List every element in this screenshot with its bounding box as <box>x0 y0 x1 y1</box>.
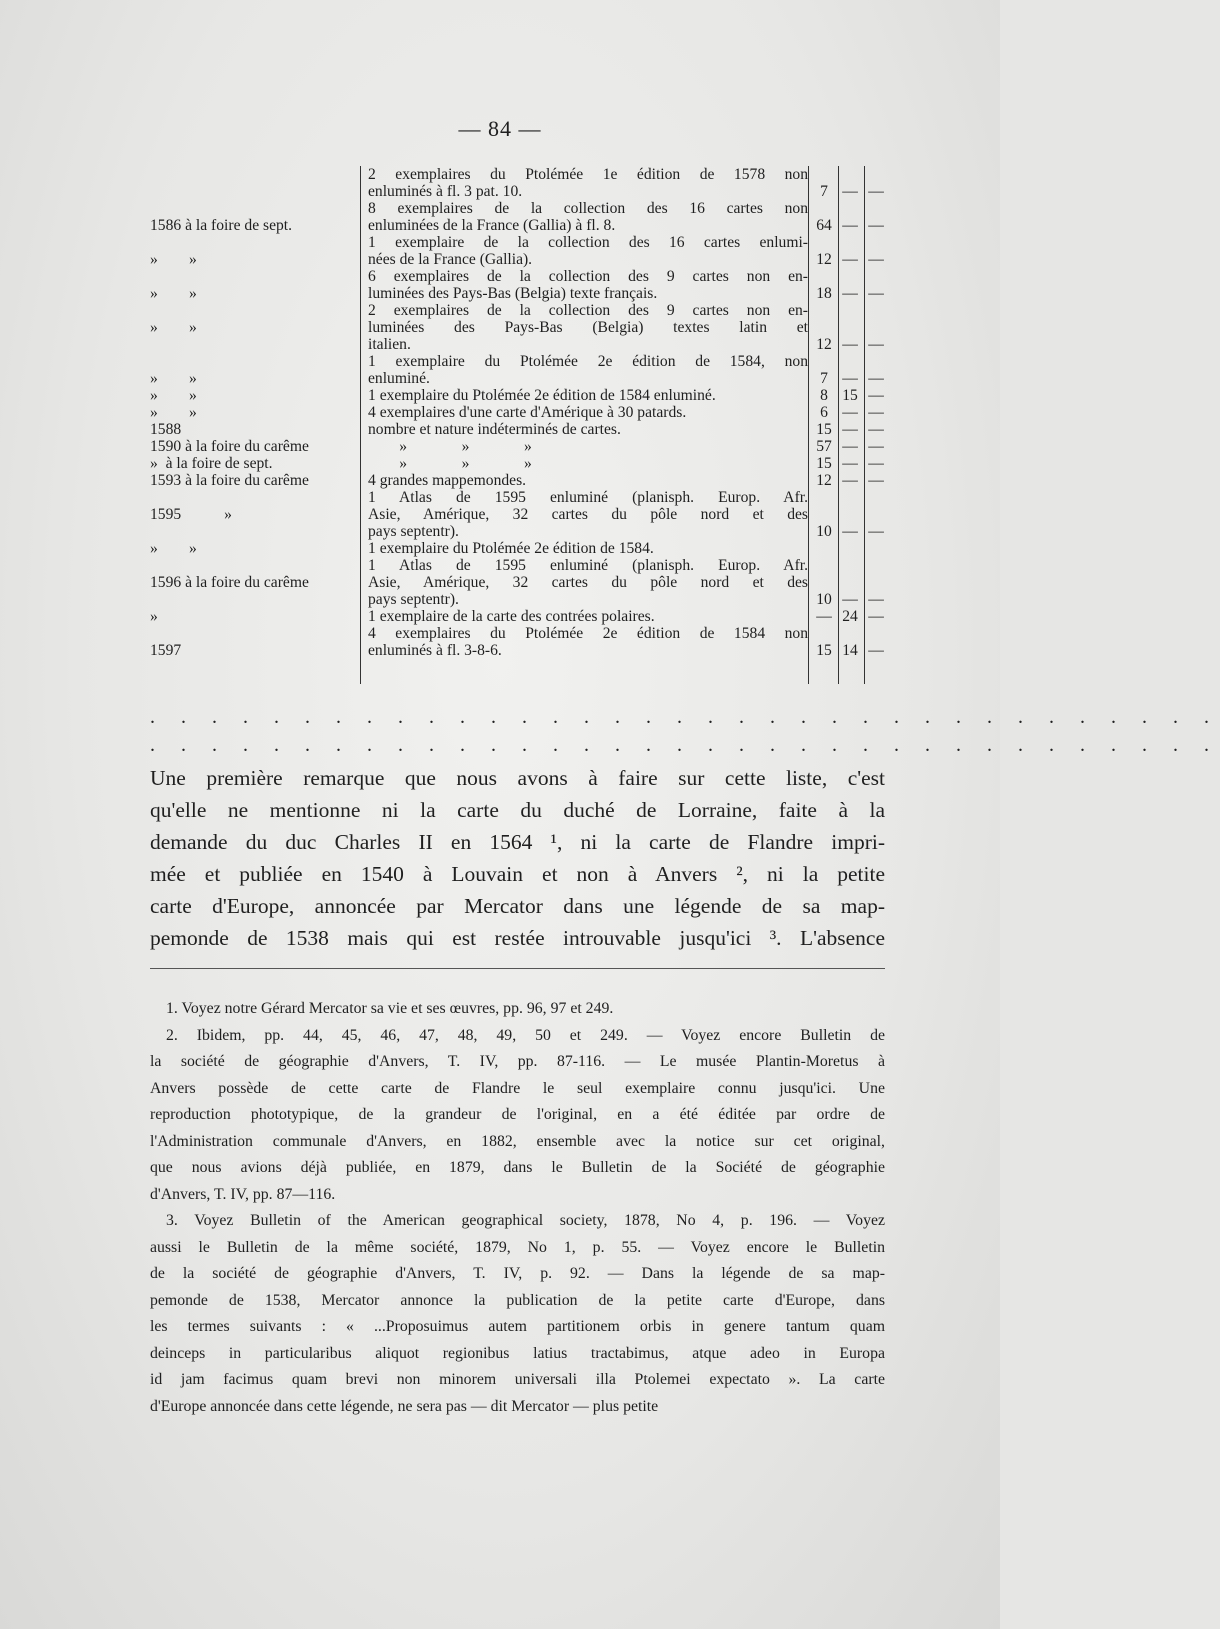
row-description-line: 1 exemplaire de la carte des contrées polaires. <box>368 608 655 625</box>
row-amount-n3: — <box>868 591 884 608</box>
footnote-line: l'Administration communale d'Anvers, en 1882, ensemble avec la notice sur cet original, <box>150 1132 885 1150</box>
row-description-line: 4 exemplaires du Ptolémée 2e édition de 1584 non <box>368 625 808 642</box>
row-amount-n1: 6 <box>820 404 828 421</box>
row-amount-n1: 10 <box>816 591 832 608</box>
row-amount-n1: 18 <box>816 285 832 302</box>
row-amount-n3: — <box>868 642 884 659</box>
row-amount-n2: 24 <box>842 608 858 625</box>
row-description <box>368 234 808 268</box>
row-amount-n2: — <box>842 421 858 438</box>
table-row <box>150 540 900 557</box>
footnote-line: aussi le Bulletin de la même société, 1879, No 1, p. 55. — Voyez encore le Bulletin <box>150 1238 885 1256</box>
footnote-line: les termes suivants : « ...Proposuimus autem partitionem orbis in genere tantum quam <box>150 1318 885 1335</box>
footnote-line: la société de géographie d'Anvers, T. IV, pp. 87-116. — Le musée Plantin-Moretus à <box>150 1053 885 1070</box>
footnote-3 <box>150 1208 885 1420</box>
row-date: » » <box>150 540 197 557</box>
row-description-line: enluminés à fl. 3-8-6. <box>368 642 502 659</box>
row-description-line: pays septentr). <box>368 523 459 540</box>
row-amount-n3: — <box>868 183 884 200</box>
row-description-line: nombre et nature indéterminés de cartes. <box>368 421 621 438</box>
row-amount-n2: 15 <box>842 387 858 404</box>
table-row <box>150 387 900 404</box>
row-date: » » <box>150 404 197 421</box>
row-amount-n2: — <box>842 370 858 387</box>
row-amount-n1: 64 <box>816 217 832 234</box>
page-number: — 84 — <box>458 116 542 141</box>
ellipsis-line-2: . . . . . . . . . . . . . . . . . . . . . . . . . . . . . . . . . . . <box>150 734 1220 756</box>
row-amount-n2: — <box>842 404 858 421</box>
row-amount-n1: 12 <box>816 472 832 489</box>
row-date: 1596 à la foire du carême <box>150 574 309 591</box>
row-date: » à la foire de sept. <box>150 455 273 472</box>
row-description <box>368 200 808 234</box>
row-description-line: 2 exemplaires du Ptolémée 1e édition de 1578 non <box>368 166 808 183</box>
footnote-line: d'Anvers, T. IV, pp. 87—116. <box>150 1185 336 1203</box>
row-amount-n1: — <box>816 608 832 625</box>
row-amount-n3: — <box>868 421 884 438</box>
row-amount-n2: 14 <box>842 642 858 659</box>
row-amount-n3: — <box>868 472 884 489</box>
row-description-line: nées de la France (Gallia). <box>368 251 533 268</box>
row-description-line: enluminé. <box>368 370 430 387</box>
row-amount-n1: 57 <box>816 438 832 455</box>
footnote-separator <box>150 968 885 969</box>
row-description <box>368 302 808 353</box>
footnote-1 <box>150 996 885 1023</box>
row-description-line: 1 exemplaire de la collection des 16 cartes enlumi- <box>368 234 808 251</box>
table-row <box>150 302 900 353</box>
row-amount-n1: 12 <box>816 336 832 353</box>
row-amount-n3: — <box>868 387 884 404</box>
row-amount-n3: — <box>868 438 884 455</box>
row-amount-n3: — <box>868 217 884 234</box>
row-description-line: enluminées de la France (Gallia) à fl. 8. <box>368 217 616 234</box>
table-row <box>150 455 900 472</box>
row-amount-n2: — <box>842 455 858 472</box>
row-amount-n1: 12 <box>816 251 832 268</box>
footnote-line: que nous avions déjà publiée, en 1879, dans le Bulletin de la Société de géographie <box>150 1159 885 1176</box>
row-amount-n1: 15 <box>816 421 832 438</box>
row-amount-n2: — <box>842 591 858 608</box>
row-description-line: 1 Atlas de 1595 enluminé (planisph. Europ. Afr. <box>368 489 808 506</box>
row-description <box>368 472 808 489</box>
row-description <box>368 455 808 472</box>
row-date: 1595 » <box>150 506 232 523</box>
row-date: » » <box>150 285 197 302</box>
row-description <box>368 421 808 438</box>
row-description-line: » » » <box>368 455 532 472</box>
row-description-line: enluminés à fl. 3 pat. 10. <box>368 183 523 200</box>
row-description-line: 1 exemplaire du Ptolémée 2e édition de 1584, non <box>368 353 808 370</box>
row-description-line: 4 exemplaires d'une carte d'Amérique à 30 patards. <box>368 404 687 421</box>
paragraph-line: Une première remarque que nous avons à faire sur cette liste, c'est <box>150 766 885 790</box>
footnote-line: d'Europe annoncée dans cette légende, ne sera pas — dit Mercator — plus petite <box>150 1397 659 1415</box>
row-date: » » <box>150 319 197 336</box>
row-description-line: 1 exemplaire du Ptolémée 2e édition de 1584 enluminé. <box>368 387 716 404</box>
paragraph-line: pemonde de 1538 mais qui est restée introuvable jusqu'ici ³. L'absence <box>150 926 885 950</box>
footnote-line: pemonde de 1538, Mercator annonce la publication de la petite carte d'Europe, dans <box>150 1291 885 1309</box>
row-amount-n3: — <box>868 336 884 353</box>
row-amount-n3: — <box>868 523 884 540</box>
row-description-line: italien. <box>368 336 411 353</box>
table-row <box>150 557 900 608</box>
footnote-line: id jam facimus quam brevi non minorem universali illa Ptolemei expectato ». La carte <box>150 1371 885 1388</box>
row-description-line: Asie, Amérique, 32 cartes du pôle nord et des <box>368 506 808 523</box>
row-description-line: luminées des Pays-Bas (Belgia) texte français. <box>368 285 658 302</box>
row-description-line: 1 exemplaire du Ptolémée 2e édition de 1584. <box>368 540 654 557</box>
row-amount-n2: — <box>842 438 858 455</box>
row-description <box>368 268 808 302</box>
row-description-line: 8 exemplaires de la collection des 16 cartes non <box>368 200 808 217</box>
footnote-line: 1. Voyez notre Gérard Mercator sa vie et ses œuvres, pp. 96, 97 et 249. <box>166 1000 614 1017</box>
row-description-line: Asie, Amérique, 32 cartes du pôle nord et des <box>368 574 808 591</box>
row-amount-n1: 15 <box>816 455 832 472</box>
row-amount-n2: — <box>842 217 858 234</box>
row-amount-n1: 10 <box>816 523 832 540</box>
table-row <box>150 421 900 438</box>
ellipsis-line-1: . . . . . . . . . . . . . . . . . . . . . . . . . . . . . . . . . . . <box>150 706 1220 728</box>
row-date: 1588 <box>150 421 182 438</box>
row-amount-n2: — <box>842 523 858 540</box>
row-description-line: 6 exemplaires de la collection des 9 cartes non en- <box>368 268 808 285</box>
row-amount-n1: 8 <box>820 387 828 404</box>
row-description <box>368 387 808 404</box>
row-description-line: luminées des Pays-Bas (Belgia) textes latin et <box>368 319 808 336</box>
row-date: » <box>150 608 158 625</box>
row-date: 1590 à la foire du carême <box>150 438 309 455</box>
row-amount-n3: — <box>868 404 884 421</box>
row-date: 1586 à la foire de sept. <box>150 217 293 234</box>
row-description <box>368 438 808 455</box>
row-description <box>368 540 808 557</box>
footnote-line: 2. Ibidem, pp. 44, 45, 46, 47, 48, 49, 50 et 249. — Voyez encore Bulletin de <box>166 1026 885 1044</box>
table-row <box>150 608 900 625</box>
row-description <box>368 625 808 659</box>
row-amount-n3: — <box>868 608 884 625</box>
row-date: » » <box>150 251 197 268</box>
table-row <box>150 353 900 387</box>
row-description-line: 1 Atlas de 1595 enluminé (planisph. Europ. Afr. <box>368 557 808 574</box>
footnote-2 <box>150 1023 885 1209</box>
row-description-line: 2 exemplaires de la collection des 9 cartes non en- <box>368 302 808 319</box>
row-amount-n2: — <box>842 336 858 353</box>
row-amount-n3: — <box>868 370 884 387</box>
table-row <box>150 200 900 234</box>
table-row <box>150 268 900 302</box>
row-description-line: pays septentr). <box>368 591 459 608</box>
row-description <box>368 404 808 421</box>
row-description <box>368 166 808 200</box>
paragraph-line: mée et publiée en 1540 à Louvain et non à Anvers ², ni la petite <box>150 862 885 886</box>
footnote-line: de la société de géographie d'Anvers, T. IV, p. 92. — Dans la légende de sa map- <box>150 1265 885 1282</box>
row-amount-n2: — <box>842 251 858 268</box>
row-amount-n3: — <box>868 251 884 268</box>
table-row <box>150 166 900 200</box>
row-description <box>368 557 808 608</box>
row-amount-n3: — <box>868 285 884 302</box>
row-description-line: » » » <box>368 438 532 455</box>
row-amount-n1: 7 <box>820 183 828 200</box>
row-amount-n2: — <box>842 472 858 489</box>
table-row <box>150 234 900 268</box>
footnotes <box>150 996 885 1420</box>
footnote-line: deinceps in particularibus aliquot regionibus latius tractabimus, atque adeo in Europa <box>150 1344 885 1362</box>
row-amount-n2: — <box>842 285 858 302</box>
table-row <box>150 438 900 455</box>
paragraph-line: qu'elle ne mentionne ni la carte du duché de Lorraine, faite à la <box>150 798 885 822</box>
row-amount-n2: — <box>842 183 858 200</box>
row-date: 1593 à la foire du carême <box>150 472 309 489</box>
row-date: » » <box>150 370 197 387</box>
row-date: 1597 <box>150 642 182 659</box>
row-description <box>368 489 808 540</box>
table-row <box>150 404 900 421</box>
main-paragraph <box>150 762 885 954</box>
footnote-line: reproduction phototypique, de la grandeur de l'original, en a été éditée par ordre de <box>150 1106 885 1123</box>
table-row <box>150 625 900 659</box>
row-amount-n1: 7 <box>820 370 828 387</box>
footnote-line: 3. Voyez Bulletin of the American geographical society, 1878, No 4, p. 196. — Voyez <box>166 1212 885 1229</box>
row-amount-n1: 15 <box>816 642 832 659</box>
footnote-line: Anvers possède de cette carte de Flandre le seul exemplaire connu jusqu'ici. Une <box>150 1079 885 1097</box>
row-date: » » <box>150 387 197 404</box>
paragraph-line: carte d'Europe, annoncée par Mercator dans une légende de sa map- <box>150 894 885 918</box>
table-row <box>150 489 900 540</box>
row-description-line: 4 grandes mappemondes. <box>368 472 527 489</box>
table-row <box>150 472 900 489</box>
paragraph-line: demande du duc Charles II en 1564 ¹, ni la carte de Flandre impri- <box>150 830 885 854</box>
row-description <box>368 608 808 625</box>
row-amount-n3: — <box>868 455 884 472</box>
row-description <box>368 353 808 387</box>
